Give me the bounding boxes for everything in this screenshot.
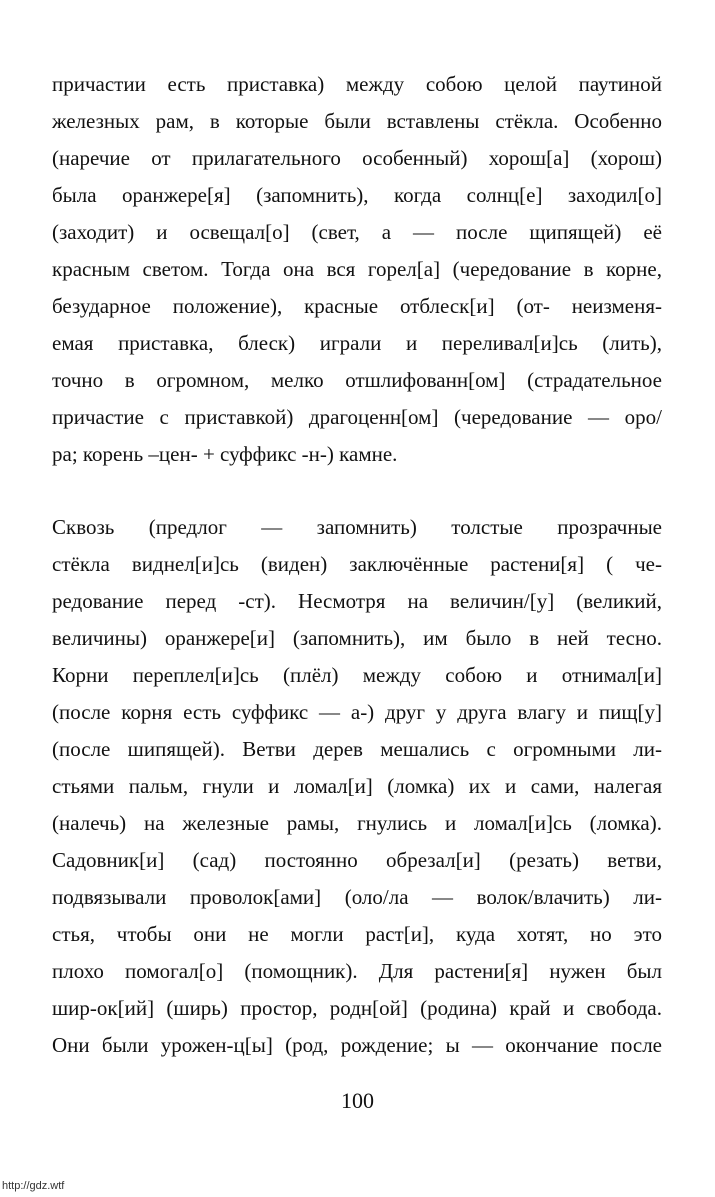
text-line: Сквозь (предлог — запомнить) толстые прозрачные xyxy=(52,515,662,539)
text-line: Они были урожен-ц[ы] (род, рождение; ы — окончание после xyxy=(52,1033,662,1057)
footer-url: http://gdz.wtf xyxy=(2,1180,65,1192)
text-line: железных рам, в которые были вставлены стёкла. Особенно xyxy=(52,109,662,133)
text-line: (после шипящей). Ветви дерев мешались с огромными ли- xyxy=(52,737,662,761)
text-line: причастие с приставкой) драгоценн[ом] (чередование — оро/ xyxy=(52,405,662,429)
text-line: красным светом. Тогда она вся горел[а] (чередование в корне, xyxy=(52,257,662,281)
paragraph-1 xyxy=(52,66,662,473)
text-line: стёкла виднел[и]сь (виден) заключённые растени[я] ( че- xyxy=(52,552,662,576)
text-line: шир-ок[ий] (ширь) простор, родн[ой] (родина) край и свобода. xyxy=(52,996,662,1020)
text-line: (налечь) на железные рамы, гнулись и ломал[и]сь (ломка). xyxy=(52,811,662,835)
text-line: Садовник[и] (сад) постоянно обрезал[и] (резать) ветви, xyxy=(52,848,662,872)
text-line: плохо помогал[о] (помощник). Для растени[я] нужен был xyxy=(52,959,662,983)
text-line: Корни переплел[и]сь (плёл) между собою и отнимал[и] xyxy=(52,663,662,687)
text-line: была оранжере[я] (запомнить), когда солнц[е] заходил[о] xyxy=(52,183,662,207)
text-line: (заходит) и освещал[о] (свет, а — после щипящей) её xyxy=(52,220,662,244)
text-line: редование перед -ст). Несмотря на величин/[у] (великий, xyxy=(52,589,662,613)
text-line: ра; корень –цен- + суффикс -н-) камне. xyxy=(52,442,398,466)
text-line: точно в огромном, мелко отшлифованн[ом] (страдательное xyxy=(52,368,662,392)
text-line: причастии есть приставка) между собою целой паутиной xyxy=(52,72,662,96)
paragraph-gap xyxy=(52,473,662,509)
text-line: емая приставка, блеск) играли и переливал[и]сь (лить), xyxy=(52,331,662,355)
text-line: подвязывали проволок[ами] (оло/ла — волок/влачить) ли- xyxy=(52,885,662,909)
text-line: стья, чтобы они не могли раст[и], куда хотят, но это xyxy=(52,922,662,946)
text-line: (после корня есть суффикс — а-) друг у друга влагу и пищ[у] xyxy=(52,700,662,724)
text-line: (наречие от прилагательного особенный) хорош[а] (хорош) xyxy=(52,146,662,170)
text-line: величины) оранжере[и] (запомнить), им было в ней тесно. xyxy=(52,626,662,650)
page-number: 100 xyxy=(341,1088,374,1113)
text-line: безударное положение), красные отблеск[и] (от- неизменя- xyxy=(52,294,662,318)
paragraph-2 xyxy=(52,509,662,1064)
text-line: стьями пальм, гнули и ломал[и] (ломка) их и сами, налегая xyxy=(52,774,662,798)
textbook-page xyxy=(52,66,662,1064)
